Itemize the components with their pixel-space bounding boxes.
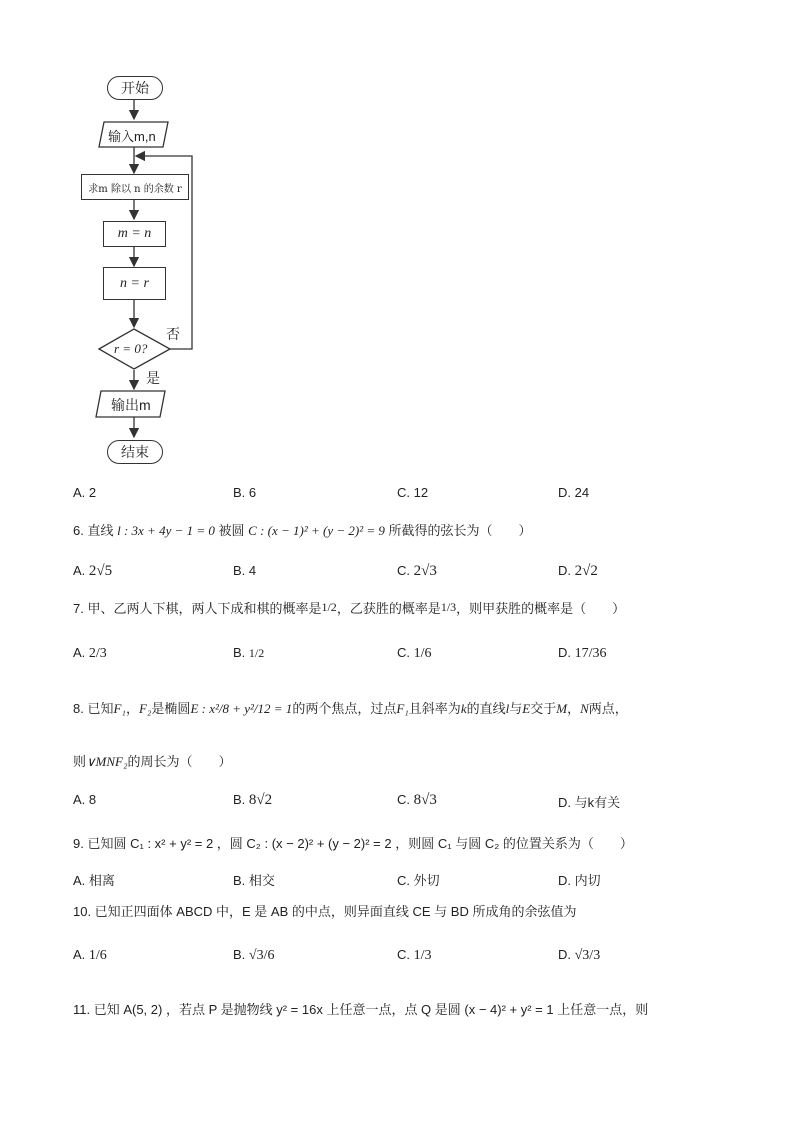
- q6-option-d: D. 2√2: [558, 563, 598, 579]
- flowchart-input-label: 输入m,n: [108, 129, 156, 144]
- q10-option-a: A. 1/6: [73, 947, 107, 963]
- q8-f1-repeat: F₁: [396, 701, 409, 716]
- q8-option-b: B. 8√2: [233, 792, 273, 808]
- q10-option-c: C. 1/3: [397, 947, 432, 963]
- q8-option-c: C. 8√3: [397, 792, 437, 808]
- q5-option-c: C. 12: [397, 485, 429, 500]
- q5-option-a: A. 2: [73, 485, 97, 500]
- flowchart-remainder: 求m 除以 n 的余数 r: [81, 174, 189, 200]
- q7-question: 7. 甲、乙两人下棋，两人下成和棋的概率是 1/2 ，乙获胜的概率是 1/3 ，则甲获胜的概率是（ ）: [73, 600, 626, 616]
- q10-option-b: B. √3/6: [233, 947, 275, 963]
- flowchart-start-label: 开始: [121, 81, 149, 97]
- q11-question: 11. 已知 A(5, 2) ，若点 P 是抛物线 y² = 16x 上任意一点，点 Q 是圆 (x − 4)² + y² = 1 上任意一点，则: [73, 1002, 649, 1017]
- q7-option-d: D. 17/36: [558, 645, 607, 661]
- q6-option-b: B. 4: [233, 563, 257, 578]
- flowchart-assign-m: m = n: [103, 221, 166, 247]
- q8-option-a: A. 8: [73, 792, 97, 807]
- q7-option-c: C. 1/6: [397, 645, 432, 661]
- flowchart-end: 结束: [107, 440, 163, 464]
- q9-option-b: B. 相交: [233, 873, 275, 888]
- q9-option-c: C. 外切: [397, 873, 440, 888]
- q9-option-a: A. 相离: [73, 873, 115, 888]
- q7-option-a: A. 2/3: [73, 645, 107, 661]
- flowchart-start: [107, 76, 163, 100]
- q6-question: 6. 直线 l : 3x + 4y − 1 = 0 被圆 C : (x − 1)² + (y − 2)² = 9 所截得的弦长为（ ）: [73, 523, 532, 538]
- q9-option-d: D. 内切: [558, 873, 601, 888]
- q9-question: 9. 已知圆 C₁ : x² + y² = 2 ，圆 C₂ : (x − 2)² + (y − 2)² = 2 ，则圆 C₁ 与圆 C₂ 的位置关系为（ ）: [73, 836, 633, 851]
- flowchart-output-label: 输出m: [111, 397, 151, 413]
- q5-option-b: B. 6: [233, 485, 257, 500]
- flowchart-decision-label: r = 0?: [114, 341, 148, 356]
- q10-option-d: D. √3/3: [558, 947, 601, 963]
- q10-question: 10. 已知正四面体 ABCD 中，E 是 AB 的中点，则异面直线 CE 与 BD 所成角的余弦值为: [73, 904, 577, 919]
- q8-option-d: D. 与k有关: [558, 795, 621, 810]
- q8-question-line1: 8. 已知F₁，F₂是椭圆E : x²/8 + y²/12 = 1的两个焦点，过点F₁且斜率为k的直线l与E交于M，N两点，: [73, 701, 628, 716]
- q8-question-line2: 则∨MNF₂的周长为（ ）: [73, 754, 232, 769]
- q5-option-d: D. 24: [558, 485, 590, 500]
- flowchart-assign-n: n = r: [103, 267, 166, 300]
- q6-option-a: A. 2√5: [73, 563, 113, 579]
- q6-option-c: C. 2√3: [397, 563, 437, 579]
- flowchart-yes-label: 是: [146, 370, 160, 386]
- flowchart-no-label: 否: [166, 326, 180, 342]
- q7-option-b: B. 1/2: [233, 645, 265, 660]
